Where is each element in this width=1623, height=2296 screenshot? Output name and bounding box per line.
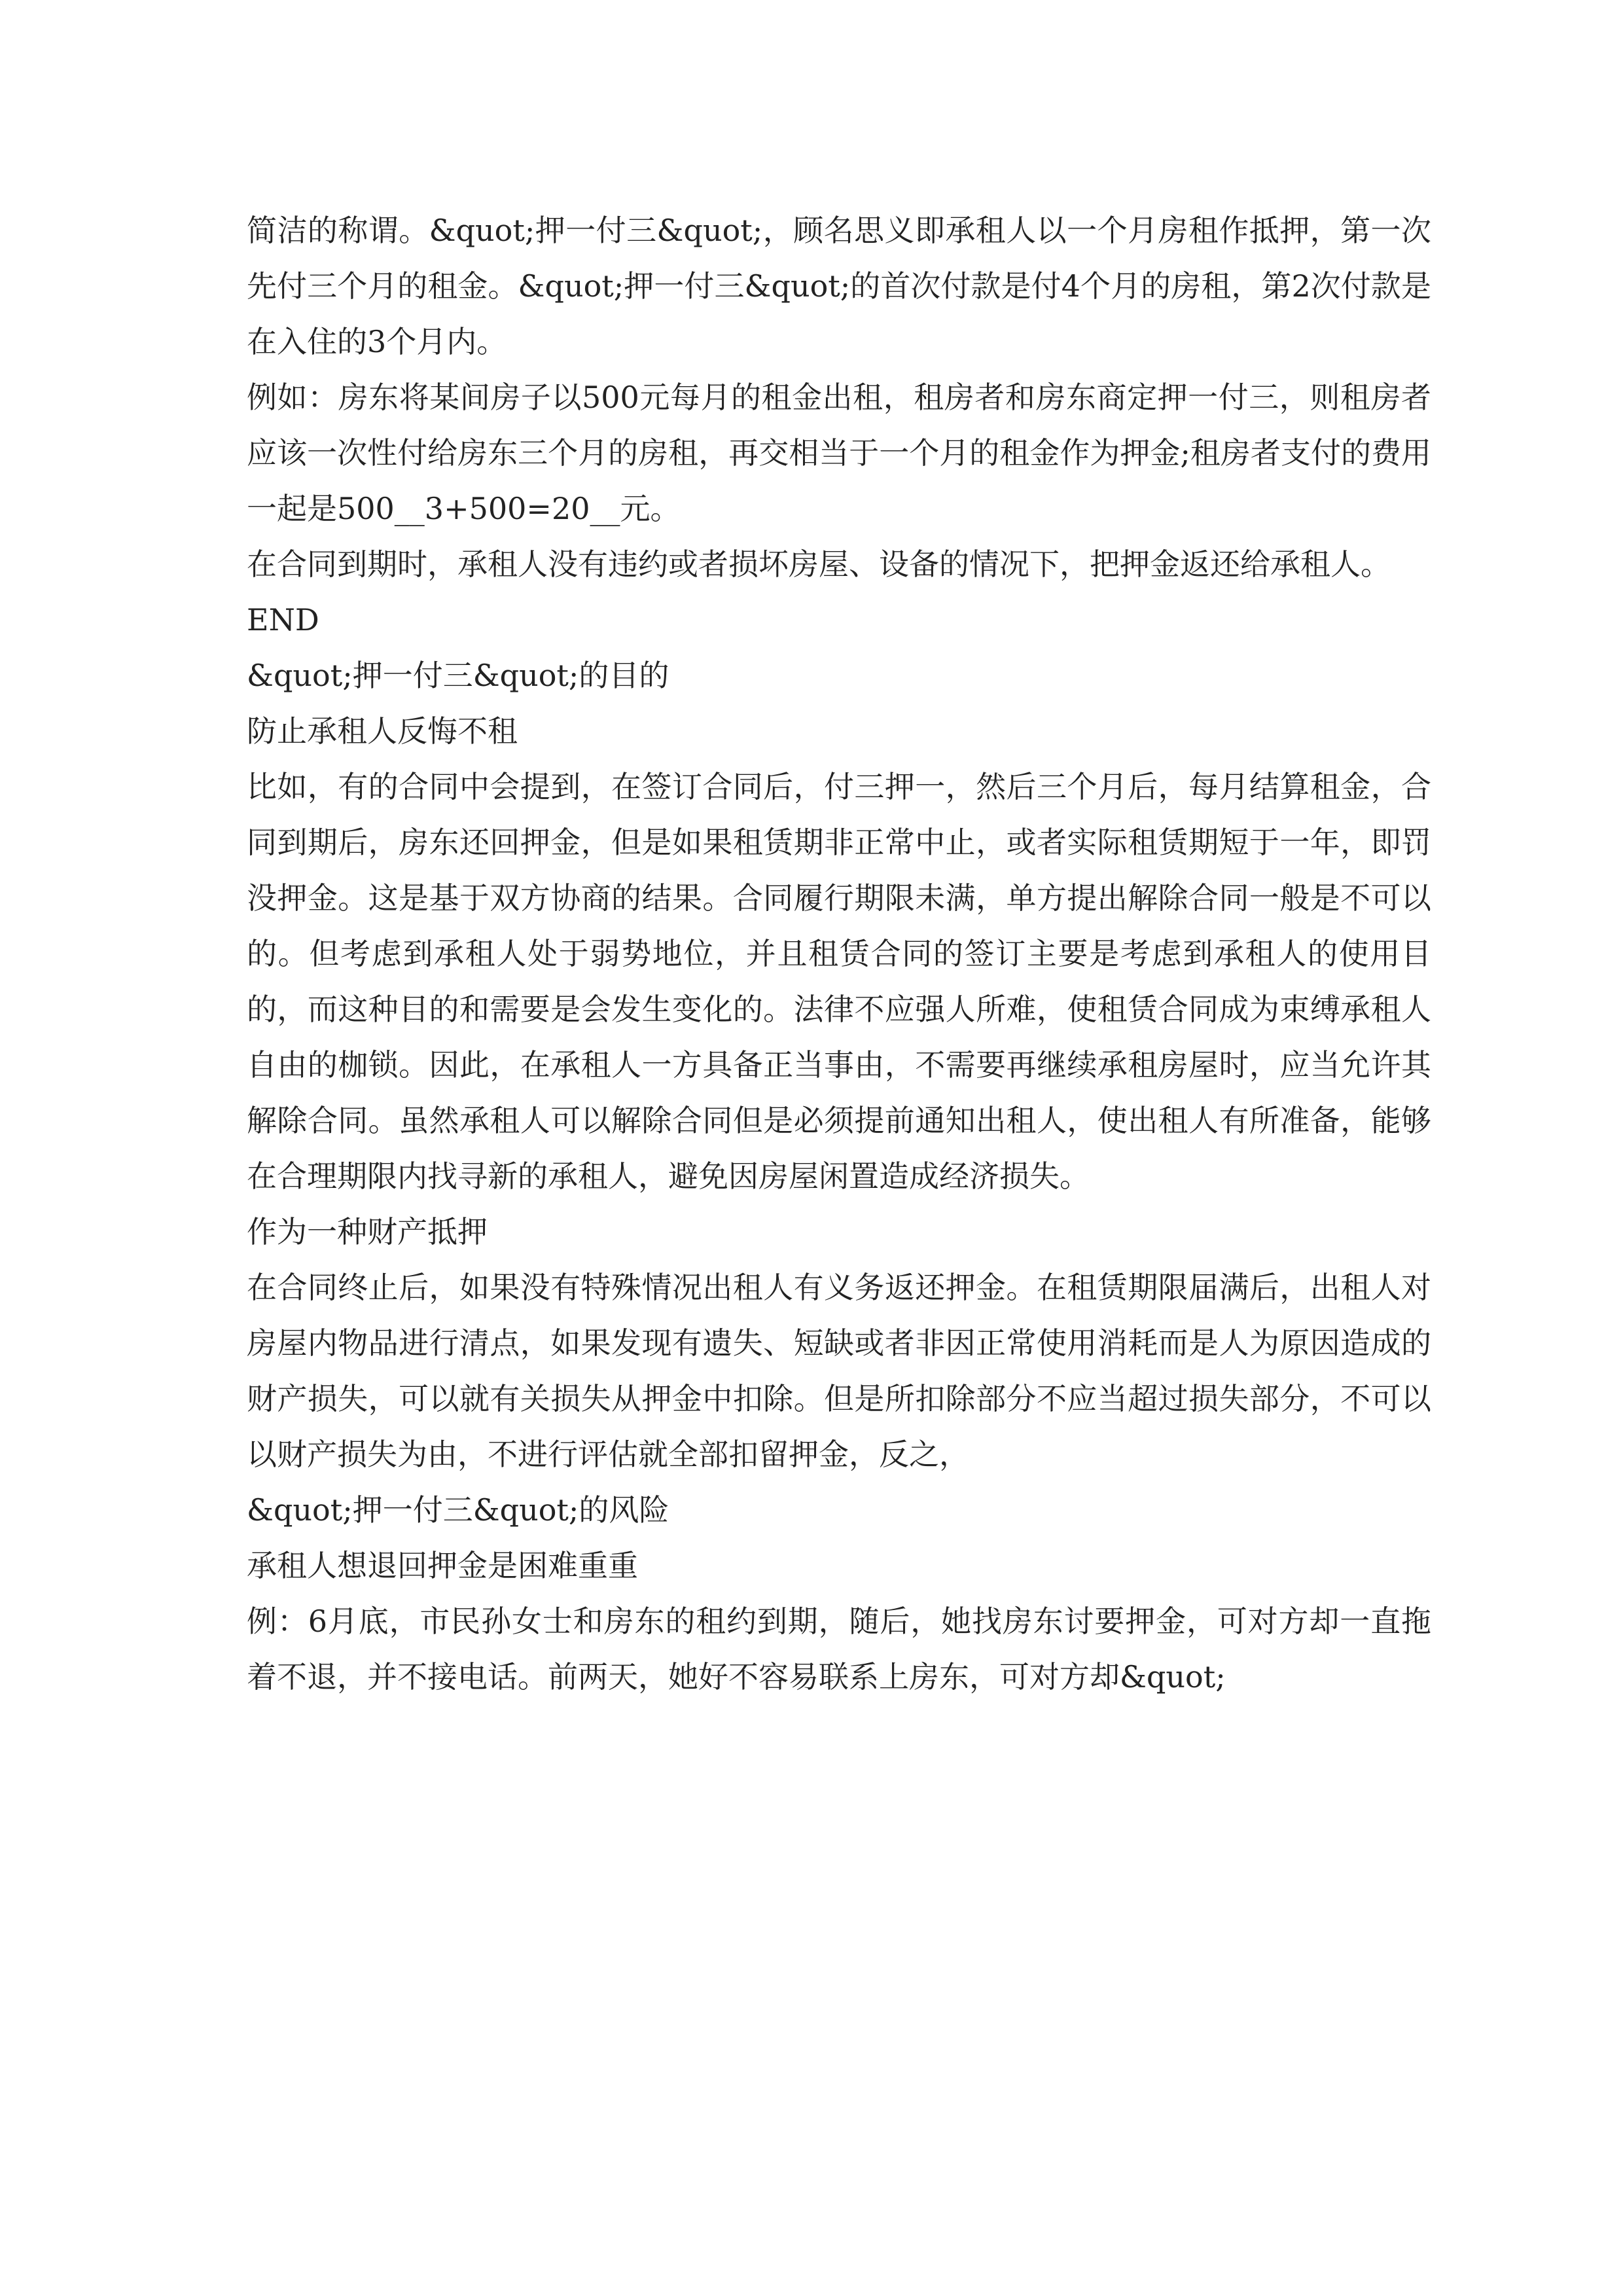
paragraph-case-example: 例：6月底，市民孙女士和房东的租约到期，随后，她找房东讨要押金，可对方却一直拖着不退，并不接电话。前两天，她好不容易联系上房东，可对方却&quot; (247, 1604, 1431, 1695)
subheading-prevent-regret: 防止承租人反悔不租 (247, 713, 518, 749)
paragraph-2: 例如：房东将某间房子以500元每月的租金出租，租房者和房东商定押一付三，则租房者应该一次性付给房东三个月的房租，再交相当于一个月的租金作为押金;租房者支付的费用一起是500__3+500=20__元。 (247, 380, 1431, 526)
paragraph-deposit-return: 在合同终止后，如果没有特殊情况出租人有义务返还押金。在租赁期限届满后，出租人对房屋内物品进行清点，如果发现有遗失、短缺或者非因正常使用消耗而是人为原因造成的财产损失，可以就有关损失从押金中扣除。但是所扣除部分不应当超过损失部分，不可以以财产损失为由，不进行评估就全部扣留押金，反之， (247, 1270, 1431, 1472)
subheading-property-mortgage: 作为一种财产抵押 (247, 1214, 488, 1249)
paragraph-3: 在合同到期时，承租人没有违约或者损坏房屋、设备的情况下，把押金返还给承租人。 (247, 547, 1391, 582)
section-heading-risk: &quot;押一付三&quot;的风险 (247, 1492, 669, 1528)
end-marker: END (247, 602, 319, 637)
paragraph-1: 简洁的称谓。&quot;押一付三&quot;，顾名思义即承租人以一个月房租作抵押，第一次先付三个月的租金。&quot;押一付三&quot;的首次付款是付4个月的房租，第2次付款是在入住的3个月内。 (247, 213, 1431, 359)
subheading-refund-difficulty: 承租人想退回押金是困难重重 (247, 1548, 638, 1583)
paragraph-contract-example: 比如，有的合同中会提到，在签订合同后，付三押一，然后三个月后，每月结算租金，合同到期后，房东还回押金，但是如果租赁期非正常中止，或者实际租赁期短于一年，即罚没押金。这是基于双方协商的结果。合同履行期限未满，单方提出解除合同一般是不可以的。但考虑到承租人处于弱势地位，并且租赁合同的签订主要是考虑到承租人的使用目的，而这种目的和需要是会发生变化的。法律不应强人所难，使租赁合同成为束缚承租人自由的枷锁。因此，在承租人一方具备正当事由，不需要再继续承租房屋时，应当允许其解除合同。虽然承租人可以解除合同但是必须提前通知出租人，使出租人有所准备，能够在合理期限内找寻新的承租人，避免因房屋闲置造成经济损失。 (247, 769, 1431, 1194)
section-heading-purpose: &quot;押一付三&quot;的目的 (247, 658, 669, 693)
document-body (247, 203, 1431, 1705)
